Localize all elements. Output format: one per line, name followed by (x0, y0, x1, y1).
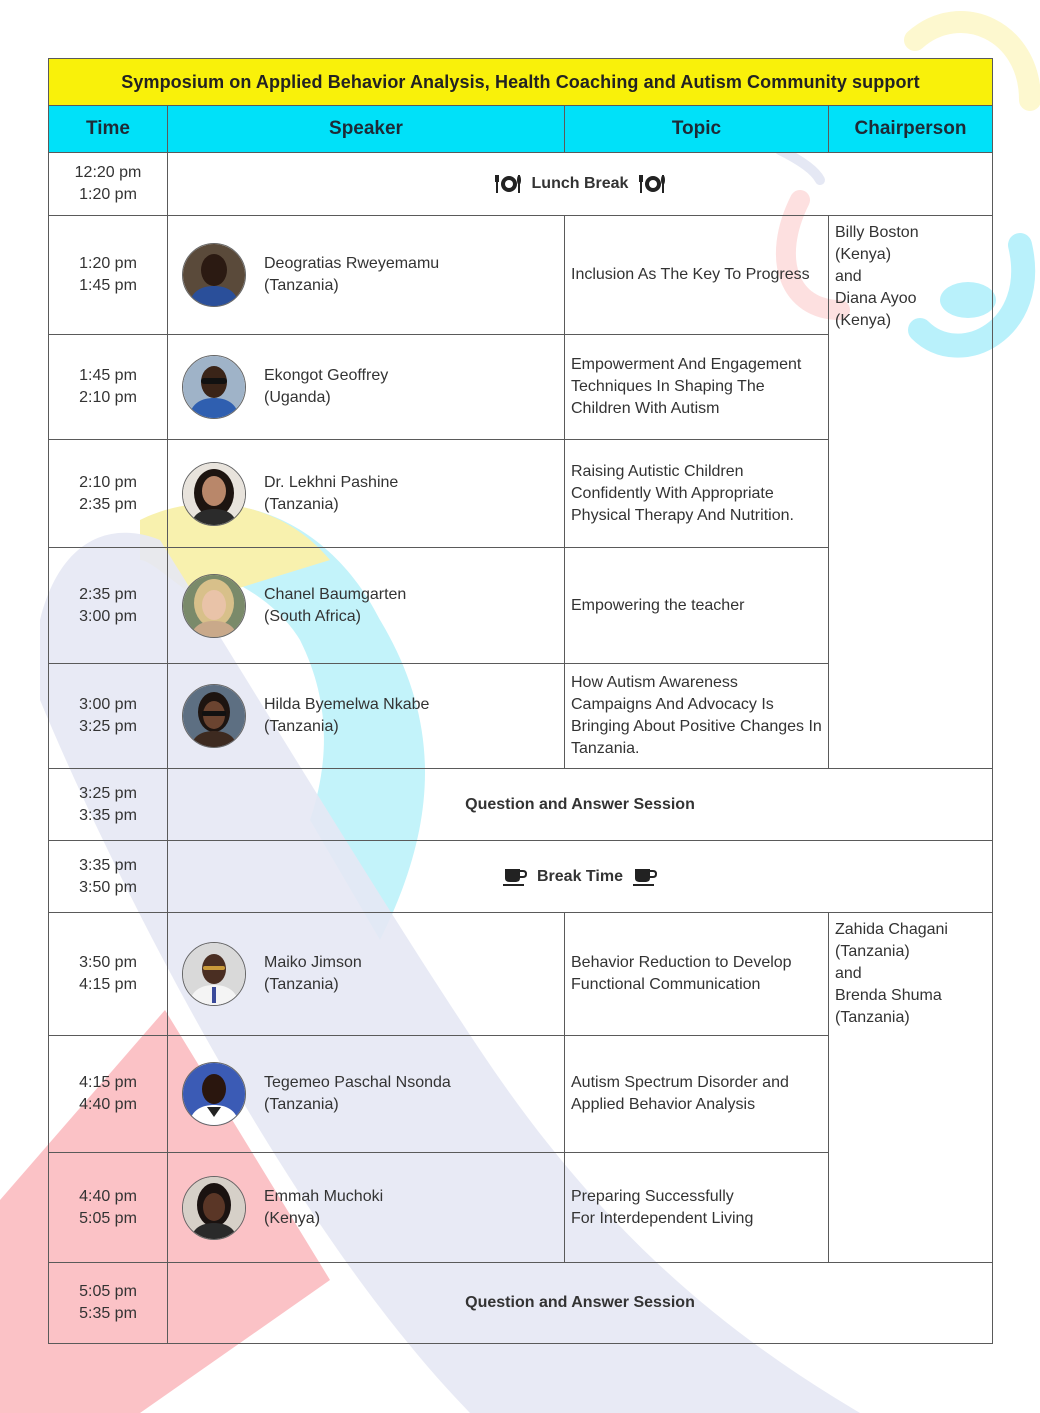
topic-cell: Raising Autistic Children Confidently With Appropriate Physical Therapy And Nutrition. (565, 440, 829, 548)
speaker-cell (168, 335, 565, 440)
time-cell (49, 216, 168, 335)
end-time: 5:35 pm (79, 1305, 137, 1322)
qa-session-cell: Question and Answer Session (168, 769, 993, 841)
speaker-name: Dr. Lekhni Pashine (264, 473, 399, 491)
topic-cell: Empowerment And Engagement Techniques In Shaping The Children With Autism (565, 335, 829, 440)
speaker-cell (168, 440, 565, 548)
break-time-cell (168, 841, 993, 913)
chair-name: Billy Boston (835, 224, 919, 241)
speaker-cell (168, 1153, 565, 1263)
topic-cell: How Autism Awareness Campaigns And Advocacy Is Bringing About Positive Changes In Tanzania. (565, 664, 829, 769)
speaker-name: Maiko Jimson (264, 954, 362, 971)
speaker-country: (Tanzania) (264, 718, 339, 735)
avatar (182, 243, 246, 307)
start-time: 1:45 pm (79, 367, 137, 384)
speaker-name: Ekongot Geoffrey (264, 367, 389, 384)
speaker-country: (Tanzania) (264, 277, 339, 294)
end-time: 1:20 pm (79, 186, 137, 203)
chairperson-cell (829, 913, 993, 1263)
lunch-break-cell (168, 153, 993, 216)
start-time: 5:05 pm (79, 1283, 137, 1300)
avatar (182, 574, 246, 638)
speaker-name: Chanel Baumgarten (264, 585, 407, 603)
end-time: 3:00 pm (79, 607, 137, 625)
time-cell (49, 548, 168, 664)
coffee-icon (503, 867, 527, 887)
end-time: 3:25 pm (79, 718, 137, 735)
time-cell (49, 841, 168, 913)
table-row (49, 841, 993, 913)
start-time: 3:25 pm (79, 784, 137, 802)
time-cell (49, 664, 168, 769)
symposium-title: Symposium on Applied Behavior Analysis, Health Coaching and Autism Community support (49, 59, 993, 106)
avatar (182, 1062, 246, 1126)
break-time-label: Break Time (537, 867, 623, 885)
start-time: 1:20 pm (79, 255, 137, 272)
speaker-country: (Uganda) (264, 389, 331, 406)
topic-line: For Interdependent Living (571, 1209, 754, 1227)
chair-name: Diana Ayoo (835, 290, 917, 307)
time-cell (49, 153, 168, 216)
speaker-country: (Tanzania) (264, 1096, 339, 1113)
time-cell (49, 913, 168, 1036)
speaker-name: Tegemeo Paschal Nsonda (264, 1074, 451, 1091)
header-topic: Topic (565, 106, 829, 153)
end-time: 3:35 pm (79, 806, 137, 824)
topic-cell: Inclusion As The Key To Progress (565, 216, 829, 335)
speaker-name: Hilda Byemelwa Nkabe (264, 696, 430, 713)
dining-icon (639, 173, 665, 195)
topic-line: Preparing Successfully (571, 1187, 734, 1205)
chair-name: Brenda Shuma (835, 987, 942, 1004)
avatar (182, 942, 246, 1006)
table-row (49, 216, 993, 335)
speaker-name: Deogratias Rweyemamu (264, 255, 440, 272)
chair-country: (Kenya) (835, 312, 892, 329)
speaker-country: (South Africa) (264, 607, 361, 625)
coffee-icon (633, 867, 657, 887)
start-time: 3:50 pm (79, 954, 137, 971)
time-cell (49, 1263, 168, 1344)
end-time: 3:50 pm (79, 878, 137, 896)
chair-joiner: and (835, 268, 862, 285)
start-time: 2:35 pm (79, 585, 137, 603)
speaker-name: Emmah Muchoki (264, 1187, 384, 1205)
header-chairperson: Chairperson (829, 106, 993, 153)
speaker-cell (168, 913, 565, 1036)
speaker-country: (Kenya) (264, 1209, 321, 1227)
table-row (49, 153, 993, 216)
time-cell (49, 1153, 168, 1263)
topic-cell (565, 1153, 829, 1263)
speaker-country: (Tanzania) (264, 495, 339, 513)
chair-joiner: and (835, 965, 862, 982)
table-row (49, 769, 993, 841)
time-cell (49, 335, 168, 440)
start-time: 2:10 pm (79, 473, 137, 491)
speaker-cell (168, 216, 565, 335)
end-time: 1:45 pm (79, 277, 137, 294)
end-time: 2:10 pm (79, 389, 137, 406)
time-cell (49, 440, 168, 548)
time-cell (49, 1036, 168, 1153)
end-time: 4:15 pm (79, 976, 137, 993)
end-time: 5:05 pm (79, 1209, 137, 1227)
avatar (182, 684, 246, 748)
start-time: 4:15 pm (79, 1074, 137, 1091)
chair-country: (Tanzania) (835, 943, 910, 960)
topic-cell: Empowering the teacher (565, 548, 829, 664)
dining-icon (495, 173, 521, 195)
start-time: 3:00 pm (79, 696, 137, 713)
table-row (49, 1263, 993, 1344)
avatar (182, 462, 246, 526)
chair-name: Zahida Chagani (835, 921, 948, 938)
chairperson-cell (829, 216, 993, 769)
chair-country: (Kenya) (835, 246, 892, 263)
time-cell (49, 769, 168, 841)
end-time: 4:40 pm (79, 1096, 137, 1113)
avatar (182, 355, 246, 419)
speaker-cell (168, 548, 565, 664)
topic-cell: Behavior Reduction to Develop Functional Communication (565, 913, 829, 1036)
end-time: 2:35 pm (79, 495, 137, 513)
header-speaker: Speaker (168, 106, 565, 153)
schedule-table (48, 58, 993, 1344)
table-row (49, 913, 993, 1036)
avatar (182, 1176, 246, 1240)
speaker-cell (168, 664, 565, 769)
speaker-country: (Tanzania) (264, 976, 339, 993)
header-time: Time (49, 106, 168, 153)
topic-cell: Autism Spectrum Disorder and Applied Behavior Analysis (565, 1036, 829, 1153)
start-time: 3:35 pm (79, 856, 137, 874)
chair-country: (Tanzania) (835, 1009, 910, 1026)
qa-session-cell: Question and Answer Session (168, 1263, 993, 1344)
start-time: 12:20 pm (74, 164, 142, 181)
start-time: 4:40 pm (79, 1187, 137, 1205)
lunch-break-label: Lunch Break (531, 175, 629, 193)
speaker-cell (168, 1036, 565, 1153)
